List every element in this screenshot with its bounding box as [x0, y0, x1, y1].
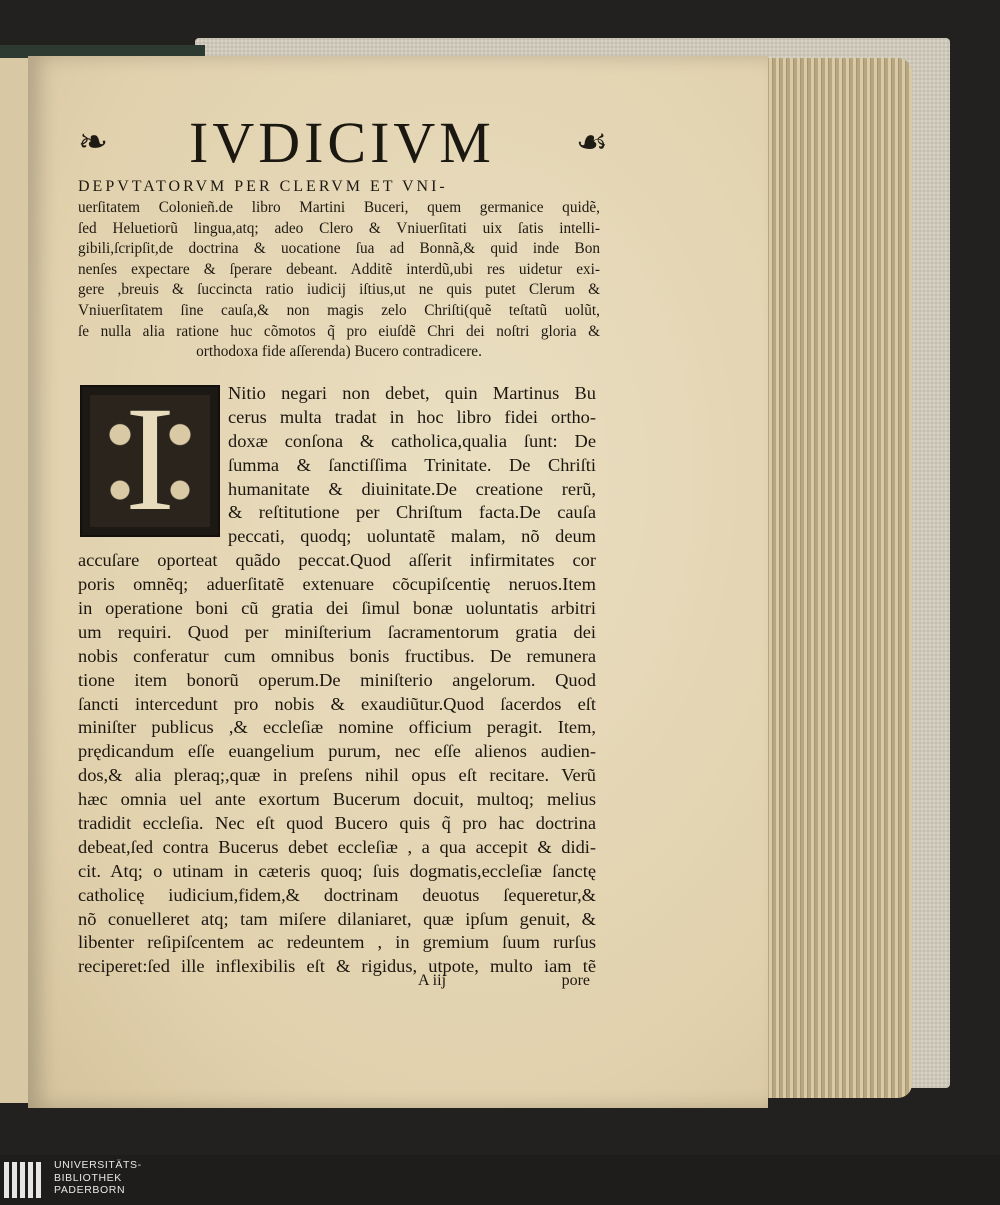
- body-line: dos,& alia pleraq;,quæ in preſens nihil opus eſt recitare. Verũ: [78, 765, 596, 786]
- body-line: humanitate & diuinitate.De creatione rerũ,: [228, 478, 596, 499]
- intro-line: gere ,breuis & ſuccincta ratio iudicij iſtius,ut ne quis putet Clerum &: [78, 281, 600, 299]
- library-name-line: BIBLIOTHEK: [54, 1171, 122, 1184]
- intro-line: nenſes expectare & ſperare debeant. Additẽ interdũ,ubi res uidetur exi-: [78, 260, 600, 278]
- library-name: [54, 1159, 142, 1197]
- body-line: reciperet:ſed ille inflexibilis eſt & rigidus, utpote, multo iam tẽ: [78, 956, 596, 977]
- library-footer-bar: [0, 1155, 1000, 1205]
- body-line: tradidit eccleſia. Nec eſt quod Bucero quis q̃ pro hac doctrina: [78, 813, 596, 834]
- body-line: catholicę iudicium,fidem,& doctrinam deuotus ſequeretur,&: [78, 884, 596, 905]
- body-line: & reſtitutione per Chriſtum facta.De cauſa: [228, 502, 596, 523]
- body-line: ſancti intercedunt pro nobis & exaudiũtur.Quod ſacerdos eſt: [78, 693, 596, 714]
- body-line: cerus multa tradat in hoc libro fidei ortho-: [228, 406, 596, 427]
- intro-line: uerſitatem Colonieñ.de libro Martini Buceri, quem germanice quidẽ,: [78, 199, 600, 216]
- body-line: hæc omnia uel ante exortum Bucerum docuit, multoq; melius: [78, 789, 596, 810]
- intro-line: ſed Heluetiorũ lingua,atq; adeo Clero & Vniuerſitati uix ſatis intelli-: [78, 219, 600, 237]
- catchword: pore: [561, 972, 590, 989]
- subtitle: DEPVTATORVM PER CLERVM ET VNI-: [78, 178, 448, 195]
- body-line: doxæ conſona & catholica,qualia ſunt: De: [228, 430, 596, 451]
- page-title: IVDICIVM: [189, 110, 495, 175]
- body-line: Nitio negari non debet, quin Martinus Bu: [228, 383, 596, 403]
- intro-line: orthodoxa fide aſſerenda) Bucero contradicere.: [196, 343, 482, 361]
- signature-mark: A iij: [418, 972, 447, 989]
- body-line: nobis conferatur cum omnibus bonis fructibus. De remunera: [78, 645, 596, 666]
- body-line: cit. Atq; o utinam in cæteris quoq; ſuis dogmatis,eccleſiæ ſanctę: [78, 860, 596, 881]
- library-name-line: UNIVERSITÄTS-: [54, 1159, 142, 1171]
- body-line: prędicandum eſſe euangelium purum, nec eſſe alienos audien-: [78, 741, 596, 762]
- body-line: poris omnẽq; aduerſitatẽ extenuare cõcupiſcentię neruos.Item: [78, 574, 596, 595]
- fleuron-right-icon: ☙: [575, 122, 608, 163]
- library-logo-icon: [4, 1162, 46, 1198]
- initial-letter: I: [125, 376, 175, 542]
- intro-line: gibili,ſcripſit,de doctrina & uocatione ſua ad Bonnã,& quid inde Bon: [78, 240, 600, 258]
- intro-paragraph: [78, 198, 600, 363]
- body-line: tione item bonorũ operum.De miniſterio angelorum. Quod: [78, 669, 596, 690]
- body-line: libenter reſipiſcentem ac redeuntem , in gremium ſuum rurſus: [78, 932, 596, 953]
- body-text: [78, 382, 596, 979]
- body-line: um requiri. Quod per miniſterium ſacramentorum gratia dei: [78, 621, 596, 642]
- body-line: ſumma & ſanctiſſima Trinitate. De Chriſti: [228, 454, 596, 475]
- title-row: [78, 112, 608, 174]
- page-footer: [78, 972, 590, 996]
- body-line: accuſare oporteat quãdo peccat.Quod aſſerit infirmitates cor: [78, 550, 596, 571]
- body-line: miniſter publicus ,& eccleſiæ nomine officium peragit. Item,: [78, 717, 596, 738]
- intro-line: Vniuerſitatem ſine cauſa,& non magis zelo Chriſti(quẽ teſtatũ uolũt,: [78, 301, 600, 319]
- intro-line: ſe nulla alia ratione huc cõmotos q̃ pro eiuſdẽ Chri dei noſtri gloria &: [78, 322, 600, 340]
- body-line: peccati, quodq; uoluntatẽ malam, nõ deum: [228, 526, 596, 547]
- body-line: debeat,ſed contra Bucerus debet eccleſiæ , a qua accepit & didi-: [78, 836, 596, 857]
- body-line: in operatione boni cũ gratia dei ſimul bonæ uoluntatis arbitri: [78, 598, 596, 619]
- page-edges: [752, 58, 912, 1098]
- body-line: nõ conuelleret atq; tam miſere dilaniaret, quæ ipſum genuit, &: [78, 908, 596, 929]
- library-name-line: PADERBORN: [54, 1184, 126, 1196]
- fleuron-left-icon: ❧: [78, 122, 109, 163]
